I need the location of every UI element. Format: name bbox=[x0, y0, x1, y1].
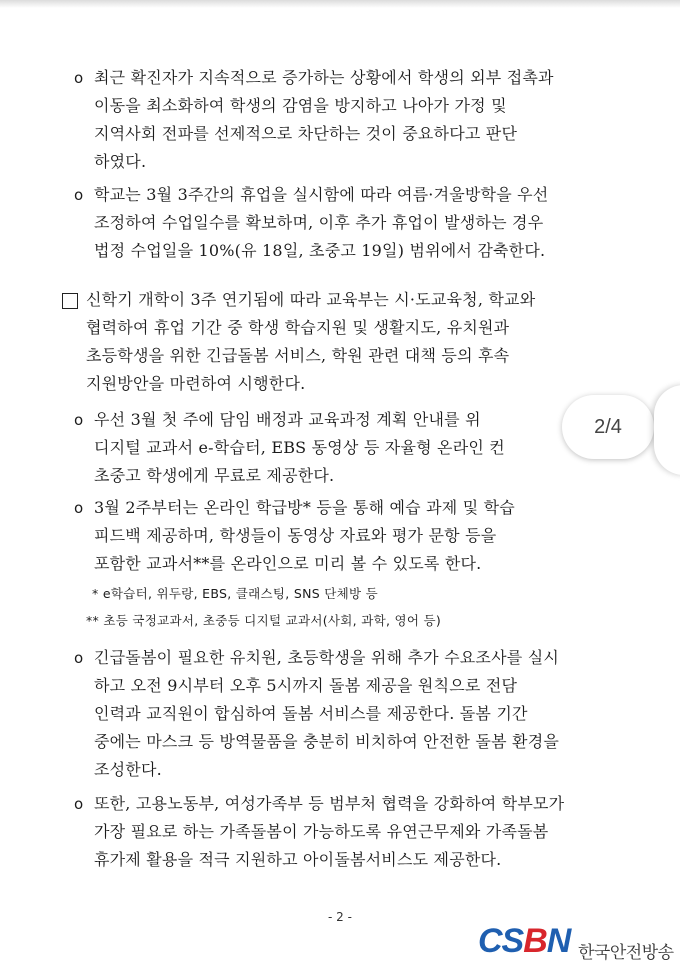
text-line: 조정하여 수업일수를 확보하며, 이후 추가 휴업이 발생하는 경우 bbox=[94, 213, 544, 232]
bullet-circle: o bbox=[74, 411, 84, 429]
text-line: 디지털 교과서 e-학습터, EBS 동영상 등 자율형 온라인 컨 bbox=[94, 438, 505, 457]
text-line: 최근 확진자가 지속적으로 증가하는 상황에서 학생의 외부 접촉과 bbox=[94, 68, 554, 87]
page-number: - 2 - bbox=[328, 910, 352, 924]
text-line: 신학기 개학이 3주 연기됨에 따라 교육부는 시·도교육청, 학교와 bbox=[86, 290, 536, 309]
bullet-circle: o bbox=[74, 649, 84, 667]
text-line: 우선 3월 첫 주에 담임 배정과 교육과정 계획 안내를 위 bbox=[94, 410, 481, 429]
text-line: 포함한 교과서**를 온라인으로 미리 볼 수 있도록 한다. bbox=[94, 554, 482, 573]
text-line: 또한, 고용노동부, 여성가족부 등 범부처 협력을 강화하여 학부모가 bbox=[94, 794, 565, 813]
footnote: * e학습터, 위두랑, EBS, 클래스팅, SNS 단체방 등 bbox=[92, 586, 379, 601]
checkbox-bullet-icon bbox=[62, 293, 78, 309]
watermark-logo bbox=[478, 924, 678, 964]
bullet-circle: o bbox=[74, 795, 84, 813]
text-line: 법정 수업일을 10%(유 18일, 초중고 19일) 범위에서 감축한다. bbox=[94, 241, 546, 260]
text-line: 초등학생을 위한 긴급돌봄 서비스, 학원 관련 대책 등의 후속 bbox=[86, 346, 510, 365]
footnote: ** 초등 국정교과서, 초중등 디지털 교과서(사회, 과학, 영어 등) bbox=[86, 613, 442, 628]
text-line: 이동을 최소화하여 학생의 감염을 방지하고 나아가 가정 및 bbox=[94, 96, 507, 115]
text-line: 인력과 교직원이 합심하여 돌봄 서비스를 제공한다. 돌봄 기간 bbox=[94, 704, 528, 723]
text-line: 초중고 학생에게 무료로 제공한다. bbox=[94, 466, 335, 485]
text-line: 가장 필요로 하는 가족돌봄이 가능하도록 유연근무제와 가족돌봄 bbox=[94, 822, 549, 841]
text-line: 피드백 제공하며, 학생들이 동영상 자료와 평가 문항 등을 bbox=[94, 526, 497, 545]
bullet-circle: o bbox=[74, 499, 84, 517]
text-line: 하였다. bbox=[94, 152, 147, 171]
text-line: 협력하여 휴업 기간 중 학생 학습지원 및 생활지도, 유치원과 bbox=[86, 318, 510, 337]
bullet-circle: o bbox=[74, 69, 84, 87]
text-line: 긴급돌봄이 필요한 유치원, 초등학생을 위해 추가 수요조사를 실시 bbox=[94, 648, 560, 667]
page-indicator[interactable]: 2/4 bbox=[562, 395, 654, 459]
text-line: 지원방안을 마련하여 시행한다. bbox=[86, 374, 306, 393]
text-line: 학교는 3월 3주간의 휴업을 실시함에 따라 여름·겨울방학을 우선 bbox=[94, 185, 549, 204]
text-line: 중에는 마스크 등 방역물품을 충분히 비치하여 안전한 돌봄 환경을 bbox=[94, 732, 560, 751]
text-line: 지역사회 전파를 선제적으로 차단하는 것이 중요하다고 판단 bbox=[94, 124, 518, 143]
side-panel-handle[interactable] bbox=[654, 385, 680, 475]
page-top-edge bbox=[0, 0, 680, 8]
text-line: 하고 오전 9시부터 오후 5시까지 돌봄 제공을 원칙으로 전담 bbox=[94, 676, 518, 695]
text-line: 3월 2주부터는 온라인 학급방* 등을 통해 예습 과제 및 학습 bbox=[94, 498, 515, 517]
text-line: 휴가제 활용을 적극 지원하고 아이돌봄서비스도 제공한다. bbox=[94, 850, 502, 869]
logo-name: 한국안전방송 bbox=[578, 943, 674, 963]
logo-mark: CSBN bbox=[478, 922, 571, 960]
bullet-circle: o bbox=[74, 186, 84, 204]
text-line: 조성한다. bbox=[94, 760, 162, 779]
